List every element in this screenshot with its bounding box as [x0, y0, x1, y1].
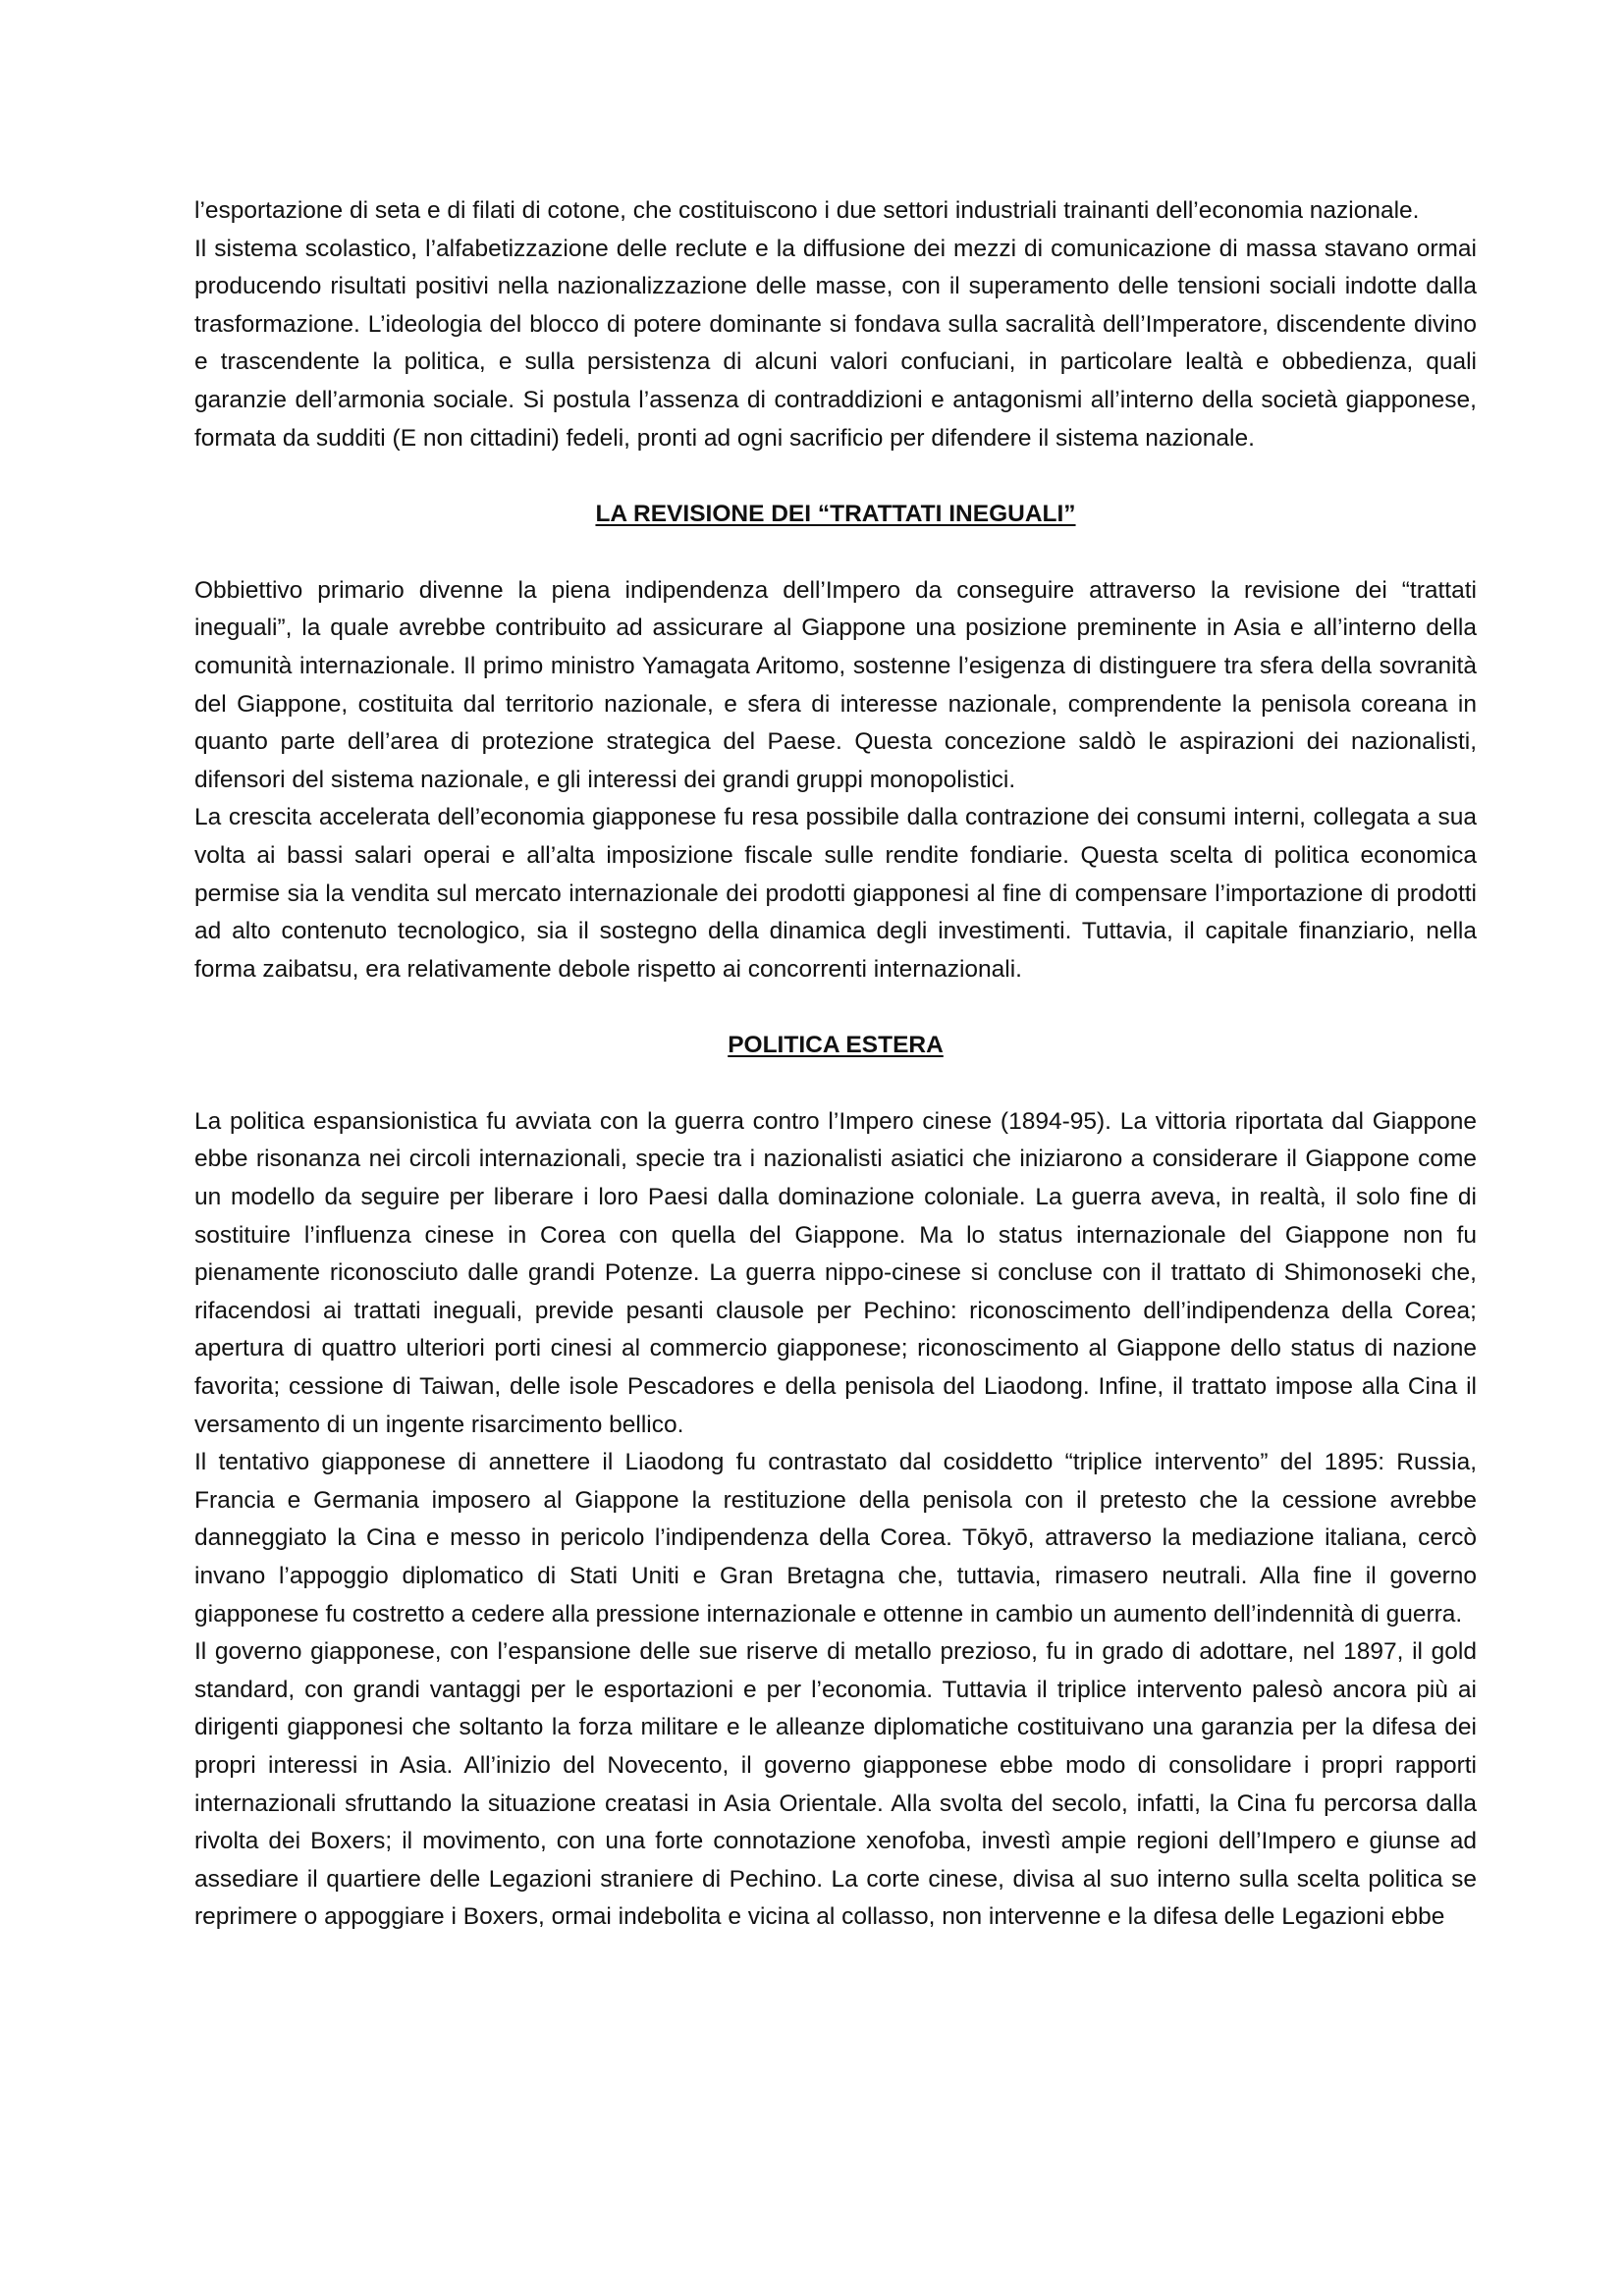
paragraph-section1-1: Obbiettivo primario divenne la piena indipendenza dell’Impero da conseguire attraverso la revisione dei “trattati ineguali”, la quale avrebbe contribuito ad assicurare al Giappone una posizione preminente in Asia e all’interno della comunità internazionale. Il primo ministro Yamagata Aritomo, sostenne l’esigenza di distinguere tra sfera della sovranità del Giappone, costituita dal territorio nazionale, e sfera di interesse nazionale, comprendente la penisola coreana in quanto parte dell’area di protezione strategica del Paese. Questa concezione saldò le aspirazioni dei nazionalisti, difensori del sistema nazionale, e gli interessi dei grandi gruppi monopolistici.: [194, 576, 1477, 793]
document-page: [194, 192, 1477, 1937]
section-heading-politica-estera: POLITICA ESTERA: [728, 1032, 944, 1059]
paragraph-intro-2: Il sistema scolastico, l’alfabetizzazione delle reclute e la diffusione dei mezzi di comunicazione di massa stavano ormai producendo risultati positivi nella nazionalizzazione delle masse, con il superamento delle tensioni sociali indotte dalla trasformazione. L’ideologia del blocco di potere dominante si fondava sulla sacralità dell’Imperatore, discendente divino e trascendente la politica, e sulla persistenza di alcuni valori confuciani, in particolare lealtà e obbedienza, quali garanzie dell’armonia sociale. Si postula l’assenza di contraddizioni e antagonismi all’interno della società giapponese, formata da sudditi (E non cittadini) fedeli, pronti ad ogni sacrificio per difendere il sistema nazionale.: [194, 235, 1477, 452]
paragraph-section1-2: La crescita accelerata dell’economia giapponese fu resa possibile dalla contrazione dei consumi interni, collegata a sua volta ai bassi salari operai e all’alta imposizione fiscale sulle rendite fondiarie. Questa scelta di politica economica permise sia la vendita sul mercato internazionale dei prodotti giapponesi al fine di compensare l’importazione di prodotti ad alto contenuto tecnologico, sia il sostegno della dinamica degli investimenti. Tuttavia, il capitale finanziario, nella forma zaibatsu, era relativamente debole rispetto ai concorrenti internazionali.: [194, 804, 1477, 983]
paragraph-intro-1: l’esportazione di seta e di filati di cotone, che costituiscono i due settori industriali trainanti dell’economia nazionale.: [194, 197, 1420, 224]
paragraph-section2-3: Il governo giapponese, con l’espansione delle sue riserve di metallo prezioso, fu in grado di adottare, nel 1897, il gold standard, con grandi vantaggi per le esportazioni e per l’economia. Tuttavia il triplice intervento palesò ancora più ai dirigenti giapponesi che soltanto la forza militare e le alleanze diplomatiche costituivano una garanzia per la difesa dei propri interessi in Asia. All’inizio del Novecento, il governo giapponese ebbe modo di consolidare i propri rapporti internazionali sfruttando la situazione creatasi in Asia Orientale. Alla svolta del secolo, infatti, la Cina fu percorsa dalla rivolta dei Boxers; il movimento, con una forte connotazione xenofoba, investì ampie regioni dell’Impero e giunse ad assediare il quartiere delle Legazioni straniere di Pechino. La corte cinese, divisa al suo interno sulla scelta politica se reprimere o appoggiare i Boxers, ormai indebolita e vicina al collasso, non intervenne e la difesa delle Legazioni ebbe: [194, 1638, 1477, 1931]
paragraph-section2-1: La politica espansionistica fu avviata con la guerra contro l’Impero cinese (1894-95). La vittoria riportata dal Giappone ebbe risonanza nei circoli internazionali, specie tra i nazionalisti asiatici che iniziarono a considerare il Giappone come un modello da seguire per liberare i loro Paesi dalla dominazione coloniale. La guerra aveva, in realtà, il solo fine di sostituire l’influenza cinese in Corea con quella del Giappone. Ma lo status internazionale del Giappone non fu pienamente riconosciuto dalle grandi Potenze. La guerra nippo-cinese si concluse con il trattato di Shimonoseki che, rifacendosi ai trattati ineguali, previde pesanti clausole per Pechino: riconoscimento dell’indipendenza della Corea; apertura di quattro ulteriori porti cinesi al commercio giapponese; riconoscimento al Giappone dello status di nazione favorita; cessione di Taiwan, delle isole Pescadores e della penisola del Liaodong. Infine, il trattato impose alla Cina il versamento di un ingente risarcimento bellico.: [194, 1107, 1477, 1438]
section-heading-trattati: LA REVISIONE DEI “TRATTATI INEGUALI”: [595, 501, 1076, 528]
paragraph-section2-2: Il tentativo giapponese di annettere il Liaodong fu contrastato dal cosiddetto “triplice intervento” del 1895: Russia, Francia e Germania imposero al Giappone la restituzione della penisola con il pretesto che la cessione avrebbe danneggiato la Cina e messo in pericolo l’indipendenza della Corea. Tōkyō, attraverso la mediazione italiana, cercò invano l’appoggio diplomatico di Stati Uniti e Gran Bretagna che, tuttavia, rimasero neutrali. Alla fine il governo giapponese fu costretto a cedere alla pressione internazionale e ottenne in cambio un aumento dell’indennità di guerra.: [194, 1449, 1477, 1628]
